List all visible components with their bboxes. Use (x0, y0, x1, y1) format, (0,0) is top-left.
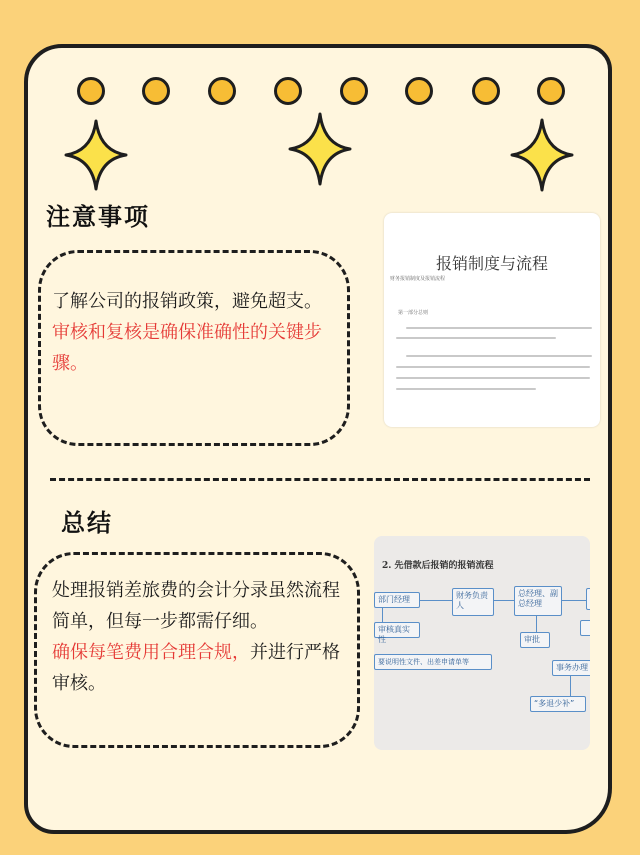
flow-arrow (494, 600, 514, 601)
reimbursement-flowchart-thumbnail (374, 536, 590, 750)
notes-line-1: 了解公司的报销政策，避免超支。 (52, 291, 322, 312)
binder-ring (340, 77, 368, 105)
doc-text-line (396, 366, 590, 368)
binder-ring (274, 77, 302, 105)
doc-text-line (396, 388, 536, 390)
doc-text-line (396, 377, 590, 379)
policy-document-thumbnail (384, 213, 600, 427)
binder-ring (77, 77, 105, 105)
flow-arrow (536, 616, 537, 632)
sparkle-star-icon (63, 118, 129, 192)
flow-box: “多退少补” (530, 696, 586, 712)
doc-text-line (406, 327, 592, 329)
notes-highlight: 审核和复核是确保准确性的关键步骤。 (52, 322, 322, 374)
flow-box (586, 588, 590, 610)
binder-ring (537, 77, 565, 105)
summary-line-2: 并进行严格审核。 (52, 642, 340, 694)
summary-highlight: 确保每笔费用合理合规， (52, 642, 250, 663)
flow-arrow (562, 600, 586, 601)
sparkle-star-icon (509, 117, 575, 193)
flow-box: 总经理、副总经理 (514, 586, 562, 616)
binder-ring (405, 77, 433, 105)
doc-subtitle: 财务报销制度及报销流程 (390, 276, 446, 282)
binder-ring (142, 77, 170, 105)
flow-box: 审批 (520, 632, 550, 648)
notes-heading: 注意事项 (46, 203, 150, 231)
flow-box: 财务负责人 (452, 588, 494, 616)
doc-title: 报销制度与流程 (435, 254, 548, 273)
flow-title: 2. 先借款后报销的报销流程 (382, 561, 494, 571)
summary-text (52, 575, 344, 699)
flow-box: 审核真实性 (374, 622, 420, 638)
flow-box: 部门经理 (374, 592, 420, 608)
flow-box: 事务办理 (552, 660, 590, 676)
binder-ring (472, 77, 500, 105)
section-divider (50, 478, 590, 481)
doc-text-line (406, 355, 592, 357)
doc-section: 第一部分总则 (398, 310, 429, 316)
binder-ring (208, 77, 236, 105)
summary-heading: 总结 (61, 509, 113, 537)
flow-arrow (382, 608, 383, 622)
summary-line-1: 处理报销差旅费的会计分录虽然流程简单，但每一步都需仔细。 (52, 580, 340, 632)
flow-box (580, 620, 590, 636)
flow-box: 要说明性文件、出差申请单等 (374, 654, 492, 670)
sparkle-star-icon (287, 111, 353, 187)
notes-text (52, 286, 340, 379)
doc-text-line (396, 337, 556, 339)
flow-arrow (570, 676, 571, 696)
flow-arrow (420, 600, 452, 601)
